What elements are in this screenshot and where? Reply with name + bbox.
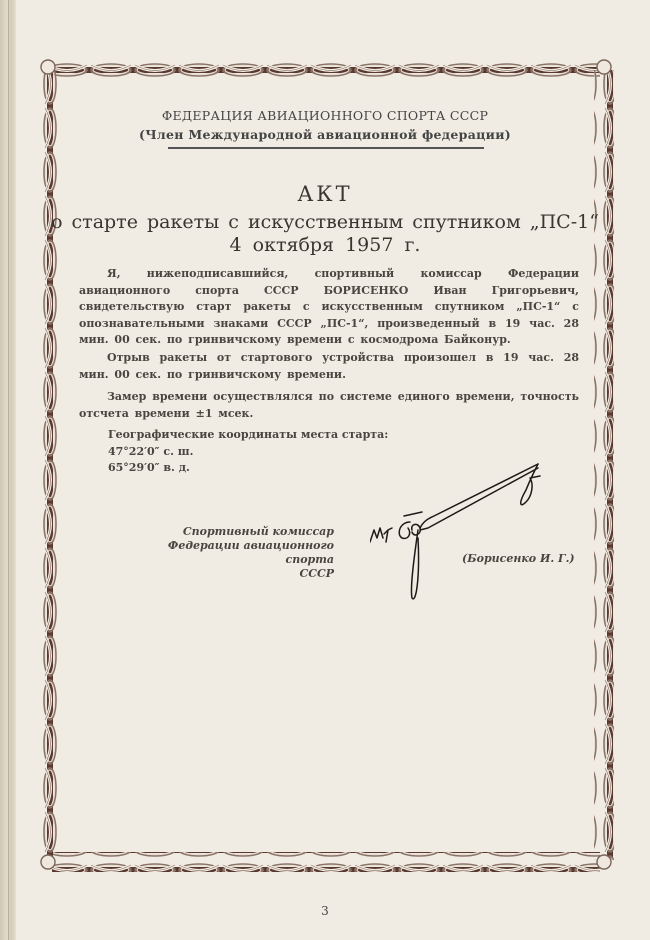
signatory-title-line-1: Спортивный комиссар	[182, 525, 334, 538]
handwritten-signature	[370, 458, 550, 608]
border-bottom	[52, 852, 600, 872]
document-subject: о старте ракеты с искусственным спутником „ПС-1“	[51, 211, 599, 233]
paragraph-2	[79, 350, 579, 383]
paragraph-3	[79, 389, 579, 422]
header-underline	[168, 147, 484, 149]
coordinates-label: Географические координаты места старта:	[108, 428, 389, 441]
document-date: 4 октября 1957 г.	[229, 234, 421, 256]
signatory-name: (Борисенко И. Г.)	[462, 552, 575, 565]
membership-note: (Член Международной авиационной федерации)	[138, 127, 511, 142]
longitude: 65°29′0″ в. д.	[108, 461, 190, 474]
signatory-title-line-3: СССР	[299, 567, 334, 580]
paragraph-3-text: Замер времени осуществлялся по системе единого времени, точность отсчета времени ±1 мсек.	[79, 390, 579, 420]
paragraph-1-text: Я, нижеподписавшийся, спортивный комиссар Федерации авиационного спорта СССР БОРИСЕНКО Иван Григорьевич, свидетельствую старт ракеты с искусственным спутником „ПС-1“ с опознавательными знаками СССР „ПС-1“, произведенный в 19 час. 28 мин. 00 сек. по гринвичскому времени с космодрома Байконур.	[79, 267, 579, 346]
latitude: 47°22′0″ с. ш.	[108, 444, 194, 458]
signatory-title-line-2: Федерации авиационного спорта	[167, 539, 334, 566]
paragraph-2-text: Отрыв ракеты от стартового устройства произошел в 19 час. 28 мин. 00 сек. по гринвичскому времени.	[79, 351, 579, 381]
paragraph-1	[79, 266, 579, 349]
document-heading: АКТ	[297, 182, 353, 206]
coordinates-block	[108, 427, 388, 477]
organization-name: ФЕДЕРАЦИЯ АВИАЦИОННОГО СПОРТА СССР	[161, 108, 489, 123]
page-number: 3	[321, 904, 329, 918]
signatory-title	[120, 525, 334, 581]
border-top	[52, 57, 600, 77]
